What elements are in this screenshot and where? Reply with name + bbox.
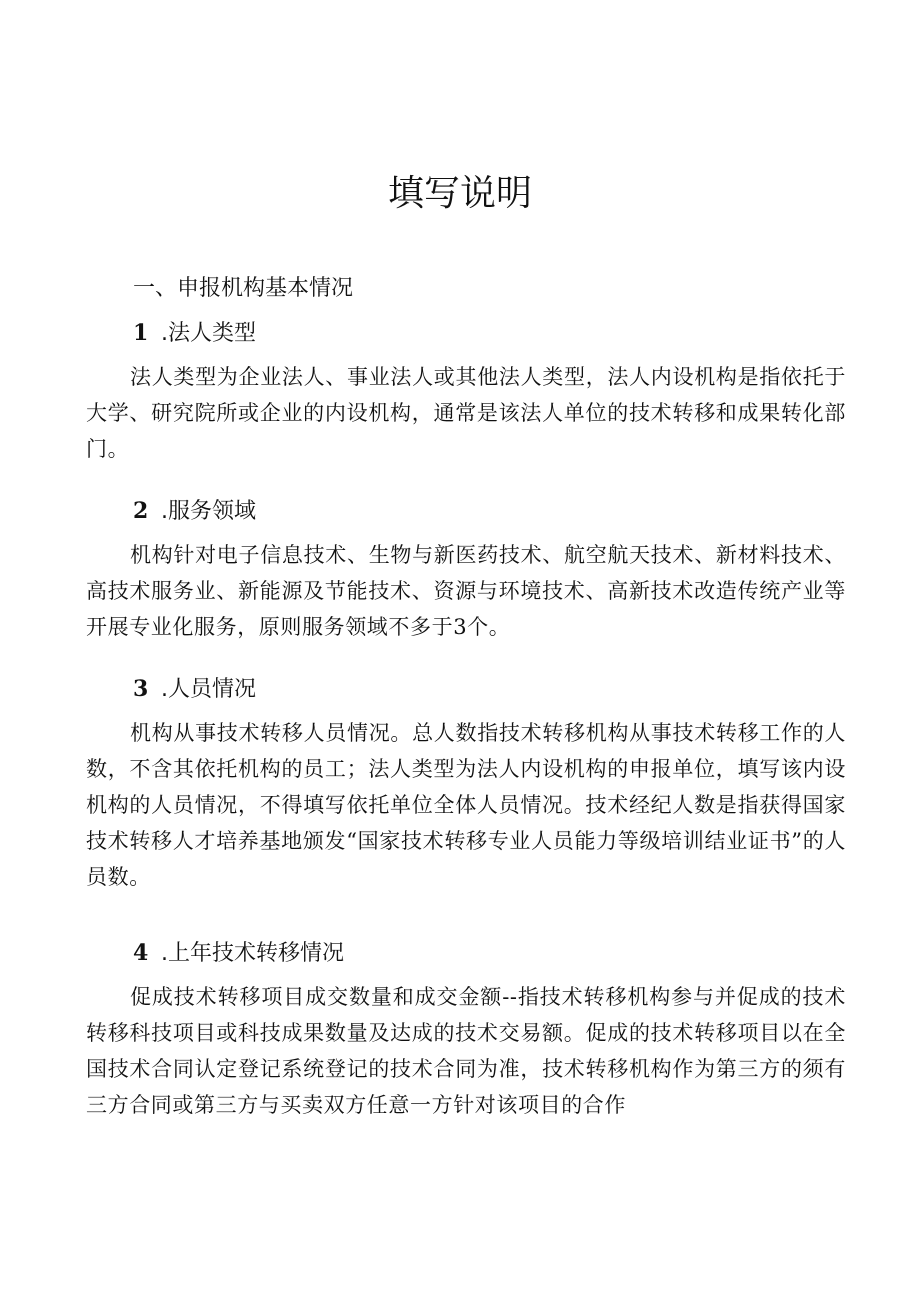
paragraph-service-field: 机构针对电子信息技术、生物与新医药技术、航空航天技术、新材料技术、高技术服务业、新能源及节能技术、资源与环境技术、高新技术改造传统产业等开展专业化服务，原则服务领域不多于3个。 bbox=[86, 543, 846, 639]
paragraph-last-year-transfer: 促成技术转移项目成交数量和成交金额--指技术转移机构参与并促成的技术转移科技项目或科技成果数量及达成的技术交易额。促成的技术转移项目以在全国技术合同认定登记系统登记的技术合同为准，技术转移机构作为第三方的须有三方合同或第三方与买卖双方任意一方针对该项目的合作 bbox=[86, 985, 846, 1117]
sub-heading-last-year-transfer bbox=[133, 937, 344, 970]
page-title: 填写说明 bbox=[387, 173, 532, 214]
section-heading: 一、申报机构基本情况 bbox=[133, 276, 354, 301]
sub-heading-number: 2 bbox=[133, 498, 149, 524]
sub-heading-number: 1 bbox=[133, 320, 149, 346]
sub-heading-staff bbox=[133, 673, 256, 706]
sub-heading-number: 4 bbox=[133, 940, 149, 966]
sub-heading-number: 3 bbox=[133, 676, 149, 702]
sub-heading-title: .上年技术转移情况 bbox=[161, 941, 344, 966]
paragraph-staff: 机构从事技术转移人员情况。总人数指技术转移机构从事技术转移工作的人数，不含其依托机构的员工；法人类型为法人内设机构的申报单位，填写该内设机构的人员情况，不得填写依托单位全体人员情况。技术经纪人数是指获得国家技术转移人才培养基地颁发“国家技术转移专业人员能力等级培训结业证书”的人员数。 bbox=[86, 721, 846, 889]
paragraph-legal-type: 法人类型为企业法人、事业法人或其他法人类型，法人内设机构是指依托于大学、研究院所或企业的内设机构，通常是该法人单位的技术转移和成果转化部门。 bbox=[86, 365, 846, 461]
sub-heading-title: .服务领域 bbox=[161, 499, 256, 524]
sub-heading-title: .人员情况 bbox=[161, 677, 256, 702]
sub-heading-service-field bbox=[133, 495, 256, 528]
sub-heading-legal-type bbox=[133, 317, 256, 350]
sub-heading-title: .法人类型 bbox=[161, 321, 256, 346]
